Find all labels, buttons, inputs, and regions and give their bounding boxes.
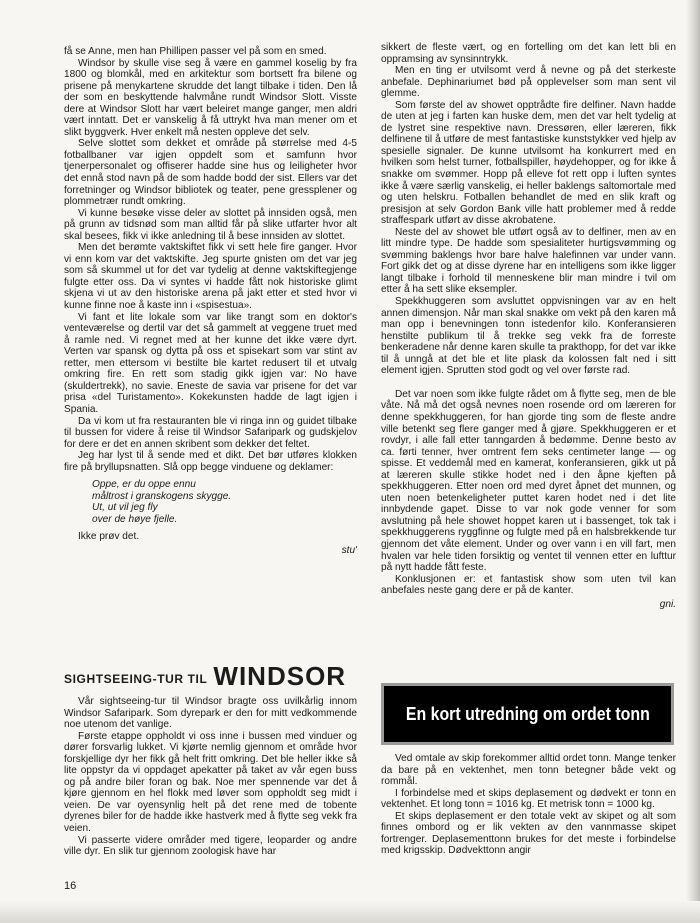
paragraph: Men det berømte vaktskiftet fikk vi sett hele fire ganger. Hvor vi enn kom var det vaktskifte. Jeg spurte gnisten om det var jeg som så skummel ut for det var tydelig at denne vaktskiftegjenge fulgte etter oss. Da vi syntes vi hadde fått nok historiske glimt skjena vi ut av den historiske arena på jakt etter et sted hvor vi kunne finne noe å kaste inn i «spisestua».: [64, 242, 357, 312]
closing-line: Ikke prøv det.: [78, 531, 140, 543]
section-title-box: [381, 683, 674, 745]
paragraph: Selve slottet som dekket et område på størrelse med 4-5 fotballbaner var igjen oppdelt som et samfunn hvor tjenerpersonalet og offiserer hadde sine hus og leiligheter hvor det ennå stod navn på de som hadde bodd der sist. Ellers var det forretninger og Windsor bibliotek og teater, pene gressplener og plommetrær rundt omkring.: [64, 138, 357, 208]
poem-line: Ut, ut vil jeg fly: [92, 502, 158, 514]
poem-line: over de høye fjelle.: [92, 513, 178, 525]
article-safari-column: [64, 696, 357, 858]
article-heading: [64, 656, 364, 690]
article-continuation-column: [381, 42, 676, 610]
paragraph: I forbindelse med et skips deplasement og dødvekt er tonn en vektenhet. Et long tonn = 1016 kg. Et metrisk tonn = 1000 kg.: [381, 787, 676, 811]
section-title: En kort utredning om ordet tonn: [405, 703, 650, 724]
heading-main: WINDSOR: [213, 661, 347, 691]
paragraph: Som første del av showet opptrådte fire delfiner. Navn hadde de uten at jeg i farten kan huske dem, men det var helt tydelig at de lystret sine respektive navn. Dressøren, eller læreren, fikk delfinene til å utføre de mest fantastiske kunststykker ved hjelp av spesielle signaler. De kunne utvilsomt ha konkurrert med en hvilken som helst turner, fotballspiller, høydehopper, og for ikke å snakke om svømmer. Hopp på elleve fot rett opp i luften syntes ikke å være særlig vanskelig, ei heller baklengs saltomortale med og uten helskru. Fotballen behandlet de med en slik kraft og presisjon at selv Gordon Bank ville hatt problemer med å redde straffespark utført av disse akrobatene.: [381, 99, 676, 227]
paragraph: Windsor by skulle vise seg å være en gammel koselig by fra 1800 og blomkål, med en arkitektur som bortsett fra bilene og prisene på menykartene skrudde det langt tilbake i tiden. Den lå der som en beskyttende halvmåne rundt Windsor Slott. Visste dere at Windsor Slott har vært beleiret mange ganger, men aldri vært inntatt. Det er vanskelig å få uttrykt hva man mener om et slikt byggverk. Hver enkelt må nesten oppleve det selv.: [64, 57, 357, 138]
paragraph: Jeg har lyst til å sende med et dikt. Det bør utføres klokken fire på bryllupsnatten. Slå opp begge vinduene og deklamer:: [64, 450, 357, 473]
page-number: 16: [64, 880, 77, 892]
paragraph: Vi passerte videre områder med tigere, leoparder og andre ville dyr. En slik tur gjennom zoologisk have har: [64, 834, 357, 858]
heading-prefix: SIGHTSEEING-TUR TIL: [64, 672, 208, 686]
paragraph: Neste del av showet ble utført også av to delfiner, men av en litt mindre type. De hadde som spesialiteter hurtigsvømming og svømming baklengs hvor bare halve halefinnen var under vann. Fort gikk det og at disse dyrene har en intelligens som ikke ligger langt tilbake i forhold til menneskene blir man mindre i tvil om etter å ha sett slike eksempler.: [381, 226, 676, 296]
paragraph: Men en ting er utvilsomt verd å nevne og på det sterkeste anbefale. Dephinariumet bød på opplevelser som man sent vil glemme.: [381, 65, 676, 100]
paragraph: Første etappe oppholdt vi oss inne i bussen med vinduer og dører forsvarlig lukket. Vi kjørte nemlig gjennom et område hvor forskjellige dyr her fikk gå helt fritt omkring. Det ble heller ikke så lite oppstyr da vi oppdaget apekatter på taket av vår egen buss og på andre biler foran og bak. Noe mer spennende var det å kjøre gjennom en hel flokk med løver som oppholdt seg midt i veien. De var oyensynlig helt på det rene med de tobente dyrenes biler for de hadde ikke hastverk med å flytte seg vekk fra veien.: [64, 730, 357, 835]
paragraph: Ved omtale av skip forekommer alltid ordet tonn. Mange tenker da bare på en vektenhet, men tonn betegner både vekt og rommål.: [381, 753, 676, 788]
paragraph: Det var noen som ikke fulgte rådet om å flytte seg, men de ble våte. Nå må det også nevnes noen rosende ord om læreren for denne spekkhuggeren, for han gjorde ting som de fleste andre ville betenkt seg flere ganger med å gjøre. Spekkhuggeren er et rovdyr, i alle fall etter tanngarden å bedømme. Denne besto av ca. førti tenner, hver omtrent fem seks centimeter lange — og spisse. Et veddemål med en kamerat, konferansieren, gikk ut på at læreren skulle stikke hodet ned i den åpne kjeften på spekkhuggeren. Etter noen ord med dyret åpnet det munnen, og uten noen betenkeligheter puttet karen hodet ned i det lite innbydende gapet. Disse to var nok gode venner for som avslutning på hele showet hoppet karen ut i bassenget, tok tak i spekkhuggerens ryggfinne og fulgte med på en halsbrekkende tur gjennom det våte element. Under og over vann i en vill fart, men hvalen var hele tiden forsiktig og ventet til vennen etter en lufttur på nytt hadde fått feste.: [381, 388, 676, 574]
author-signature: stu': [341, 544, 357, 556]
paragraph: Et skips deplasement er den totale vekt av skipet og alt som finnes ombord og er lik vekten av den vannmasse skipet fortrenger. Deplasementtonn brukes for det meste i forbindelse med krigsskip. Dødvekttonn angir: [381, 810, 676, 857]
page-edge-shadow: [686, 0, 700, 923]
paragraph: Vi fant et lite lokale som var like trangt som en doktor's venteværelse og dertil var det så gammelt at veggene truet med å ramle ned. Vi regnet med at her kunne det ikke være dyrt. Verten var spansk og dytta på oss et spisekart som var stint av retter, men ettersom vi bestilte ble kartet redusert til et utvalg omkring fire. En rett som stadig gikk igjen var: No have (skuldertrekk), no savie. Eneste de savia var prisene for det var prisa «del Turistamento». Kokekunsten hadde de lagt igjen i Spania.: [64, 311, 357, 415]
paragraph: Vår sightseeing-tur til Windsor bragte oss uvilkårlig innom Windsor Safaripark. Som dyrepark er den for mitt vedkommende noe utenom det vanlige.: [64, 696, 357, 731]
page-bottom-shadow: [0, 901, 700, 923]
article-tonn-column: [381, 753, 676, 857]
poem-line: måltrost i granskogens skygge.: [92, 490, 232, 502]
paragraph: Konklusjonen er: et fantastisk show som uten tvil kan anbefales neste gang dere er på de kanter.: [381, 573, 676, 597]
paragraph-gap: [381, 377, 676, 389]
paragraph: sikkert de fleste vært, og en fortelling om det kan lett bli en oppramsing av synsinntrykk.: [381, 42, 676, 65]
poem-line: Oppe, er du oppe ennu: [92, 479, 196, 491]
paragraph: få se Anne, men han Phillipen passer vel på som en smed.: [64, 46, 327, 57]
paragraph: Spekkhuggeren som avsluttet oppvisningen var av en helt annen dimensjon. Når man skal snakke om vekt på den karen må man opp i benevningen tonn istedenfor kilo. Konferansieren henstilte publikum til å trekke seg vekk fra de forreste benkeradene når denne karen skulle ta prakthopp, for det var ikke til å unngå at det ble et lite plask da kolossen falt ned i sitt element igjen. Sprutten stod godt og vel over første rad.: [381, 296, 676, 377]
paragraph: Da vi kom ut fra restauranten ble vi ringa inn og guidet tilbake til bussen for videre å reise til Windsor Safaripark og gudskjelov for dere er det en annen skribent som dekker det feltet.: [64, 415, 357, 450]
author-signature: gni.: [659, 598, 676, 610]
poem: [92, 479, 357, 525]
article-windsor-column: [64, 46, 357, 557]
paragraph: Vi kunne besøke visse deler av slottet på innsiden også, men på grunn av tidsnød som man alltid får på slike utfarter hvor alt skal besees, fikk vi ikke anledning til å bese innsiden av slottet.: [64, 207, 357, 242]
